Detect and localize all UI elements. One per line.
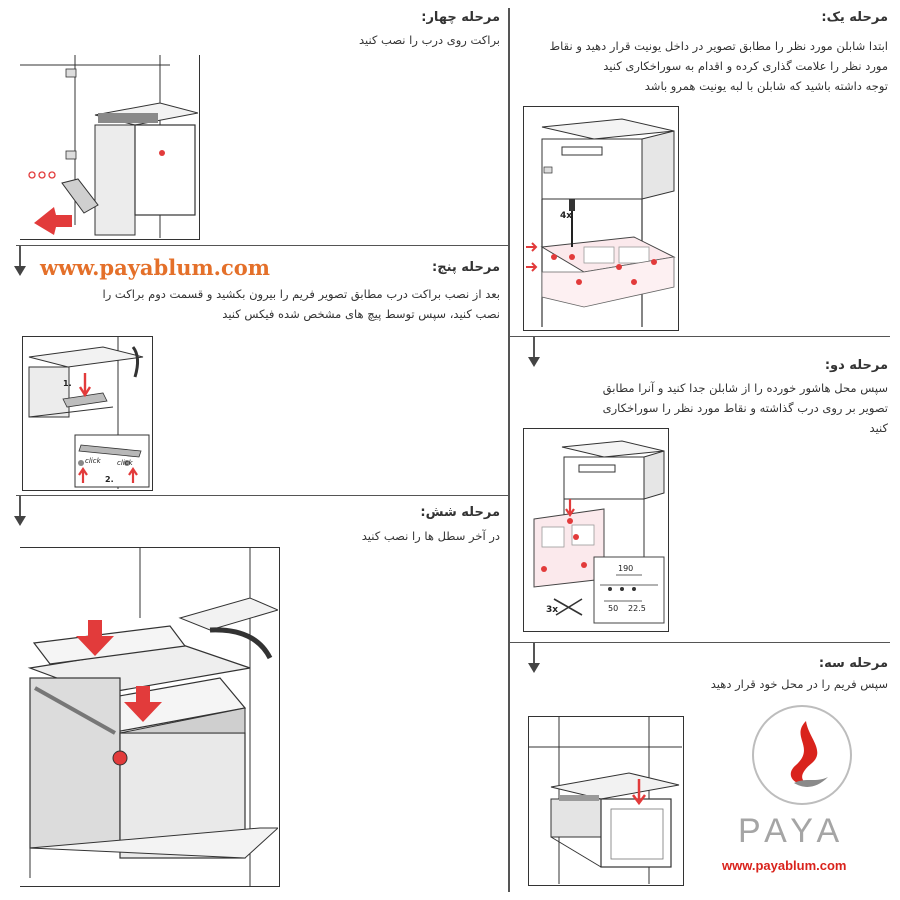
step-four-illustration (20, 55, 200, 240)
arrow-down-icon (14, 516, 26, 526)
step-four-line: براکت روی درب را نصب کنید (358, 33, 500, 47)
step-three-text (528, 674, 888, 694)
right-divider-1 (510, 336, 890, 337)
step-two-illustration (523, 428, 669, 632)
logo-wordmark: PAYA (738, 812, 846, 850)
logo-url[interactable]: www.payablum.com (722, 858, 847, 873)
step-one-line: مورد نظر را علامت گذاری کرده و اقدام به سوراخکاری کنید (603, 59, 888, 73)
left-divider-2 (16, 495, 508, 496)
step-five-line: بعد از نصب براکت درب مطابق تصویر فریم را بیرون بکشید و قسمت دوم براکت را (102, 287, 500, 301)
step-four-text (200, 30, 500, 50)
step-five-line: نصب کنید، سپس توسط پیچ های مشخص شده فیکس کنید (222, 307, 500, 321)
step-five-click-label: click (117, 459, 133, 467)
right-divider-2 (510, 642, 890, 643)
step-three-title: مرحله سه: (818, 656, 888, 671)
step-six-text (200, 526, 500, 546)
step-two-figure-label: 3x (546, 605, 559, 615)
logo-flame-icon (791, 721, 818, 785)
step-five-text (28, 284, 500, 324)
step-one-line: توجه داشته باشید که شابلن با لبه یونیت همرو باشد (644, 79, 888, 93)
step-five-click-label: click (85, 457, 101, 465)
step-six-line: در آخر سطل ها را نصب کنید (361, 529, 500, 543)
logo-emblem (752, 705, 852, 805)
step-two-title: مرحله دو: (824, 358, 888, 373)
step-two-dim-label: 190 (618, 564, 634, 573)
center-divider (508, 8, 510, 892)
step-five-title: مرحله پنج: (432, 260, 500, 275)
step-two-line: کنید (869, 421, 888, 435)
step-three-line: سپس فریم را در محل خود قرار دهید (710, 677, 888, 691)
step-six-title: مرحله شش: (420, 505, 500, 520)
step-one-figure-label: 4x (560, 211, 573, 221)
step-four-title: مرحله چهار: (421, 10, 500, 25)
arrow-down-icon (14, 266, 26, 276)
step-two-dim-label: 22.5 (628, 604, 646, 613)
step-five-label-1: 1. (63, 379, 72, 388)
website-url[interactable]: www.payablum.com (40, 255, 271, 280)
arrow-down-icon (528, 663, 540, 673)
step-six-illustration (20, 547, 280, 887)
left-divider-1 (16, 245, 508, 246)
step-one-illustration (523, 106, 679, 331)
step-two-line: سپس محل هاشور خورده را از شابلن جدا کنید و آنرا مطابق (602, 381, 888, 395)
step-one-line: ابتدا شابلن مورد نظر را مطابق تصویر در داخل یونیت قرار دهید و نقاط (549, 39, 888, 53)
step-one-title: مرحله یک: (821, 10, 888, 25)
step-one-text (518, 36, 888, 96)
step-two-dim-label: 50 (608, 604, 619, 613)
arrow-down-icon (528, 357, 540, 367)
step-three-illustration (528, 716, 684, 886)
step-five-label-2: 2. (105, 475, 114, 484)
step-five-illustration (22, 336, 153, 491)
step-two-line: تصویر بر روی درب گذاشته و نقاط مورد نظر را سوراخکاری (602, 401, 888, 415)
